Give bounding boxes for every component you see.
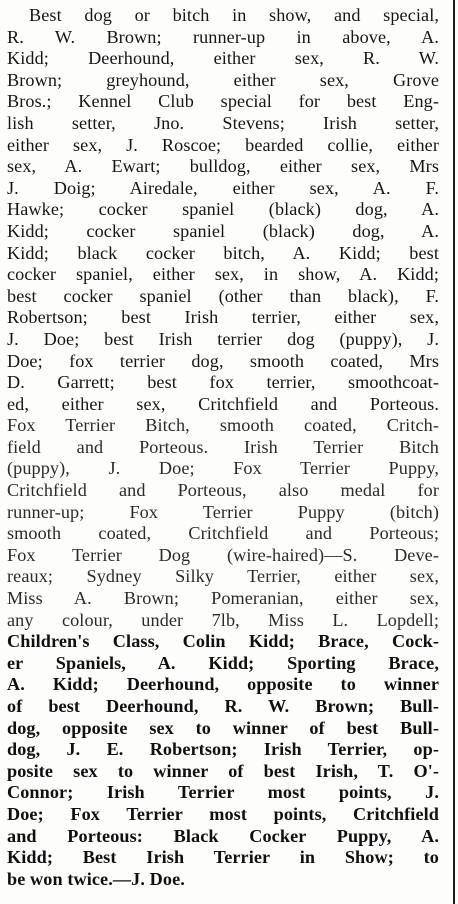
article-line: either sex, J. Roscoe; bearded collie, either (7, 134, 439, 155)
article-line: reaux; Sydney Silky Terrier, either sex, (7, 566, 439, 587)
article-line: Brown; greyhound, either sex, Grove (7, 69, 439, 90)
article-line: cocker spaniel, either sex, in show, A. Kidd; (7, 264, 439, 285)
article-line: Kidd; black cocker bitch, A. Kidd; best (7, 242, 439, 263)
article-line: Critchfield and Porteous, also medal for (7, 480, 439, 501)
article-line: runner-up; Fox Terrier Puppy (bitch) (7, 501, 439, 522)
article-line: ed, either sex, Critchfield and Porteous. (7, 393, 439, 414)
article-line: Connor; Irish Terrier most points, J. (7, 782, 439, 803)
article-line: Kidd; cocker spaniel (black) dog, A. (7, 220, 439, 241)
article-line: Miss A. Brown; Pomeranian, either sex, (7, 588, 439, 609)
article-line: smooth coated, Critchfield and Porteous; (7, 523, 439, 544)
article-line: J. Doe; best Irish terrier dog (puppy), J. (7, 328, 439, 349)
article-line: Children's Class, Colin Kidd; Brace, Cock- (7, 631, 439, 652)
article-line: Fox Terrier Dog (wire-haired)—S. Deve- (7, 544, 439, 565)
article-line: field and Porteous. Irish Terrier Bitch (7, 436, 439, 457)
column-rule (453, 0, 455, 904)
article-line: posite sex to winner of best Irish, T. O'- (7, 760, 439, 781)
article-line: D. Garrett; best fox terrier, smoothcoat- (7, 372, 439, 393)
article-line: Doe; Fox Terrier most points, Critchfield (7, 803, 439, 824)
article-line: Kidd; Deerhound, either sex, R. W. (7, 48, 439, 69)
article-line: lish setter, Jno. Stevens; Irish setter, (7, 112, 439, 133)
article-line: R. W. Brown; runner-up in above, A. (7, 26, 439, 47)
article-line: dog, opposite sex to winner of best Bull- (7, 717, 439, 738)
article-text (7, 5, 439, 890)
article-line: sex, A. Ewart; bulldog, either sex, Mrs (7, 156, 439, 177)
article-line: any colour, under 7lb, Miss L. Lopdell; (7, 609, 439, 630)
article-line: (puppy), J. Doe; Fox Terrier Puppy, (7, 458, 439, 479)
article-line: Bros.; Kennel Club special for best Eng- (7, 91, 439, 112)
article-line: Kidd; Best Irish Terrier in Show; to (7, 847, 439, 868)
article-line: A. Kidd; Deerhound, opposite to winner (7, 674, 439, 695)
article-line: and Porteous: Black Cocker Puppy, A. (7, 825, 439, 846)
article-line: Robertson; best Irish terrier, either sex, (7, 307, 439, 328)
article-line: J. Doig; Airedale, either sex, A. F. (7, 177, 439, 198)
article-line: Best dog or bitch in show, and special, (29, 5, 439, 25)
article-line: dog, J. E. Robertson; Irish Terrier, op- (7, 739, 439, 760)
article-line: Doe; fox terrier dog, smooth coated, Mrs (7, 350, 439, 371)
article-line: of best Deerhound, R. W. Brown; Bull- (7, 696, 439, 716)
article-line: best cocker spaniel (other than black), F. (7, 285, 439, 306)
article-line: er Spaniels, A. Kidd; Sporting Brace, (7, 652, 439, 673)
article-line: be won twice.—J. Doe. (7, 868, 185, 889)
article-line: Hawke; cocker spaniel (black) dog, A. (7, 199, 439, 220)
article-line: Fox Terrier Bitch, smooth coated, Critch- (7, 415, 439, 436)
